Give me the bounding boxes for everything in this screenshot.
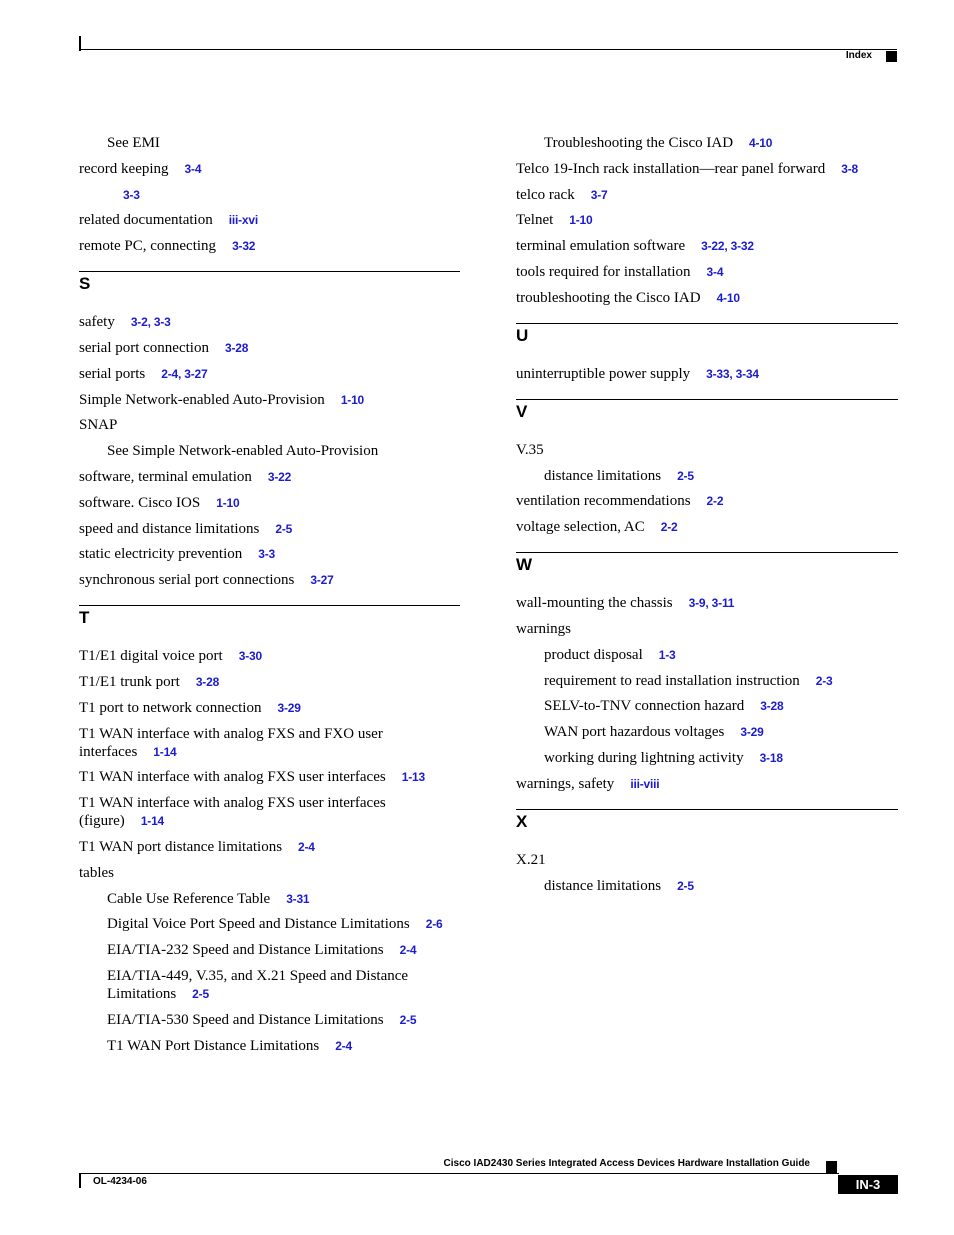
index-entry-text: Telnet	[516, 212, 554, 229]
index-entry-text: T1 WAN interface with analog FXS and FXO user interfaces	[79, 725, 383, 760]
page-reference-link[interactable]: 2-3	[815, 673, 833, 688]
index-entry-text: telco rack	[516, 186, 575, 203]
index-entry-text: V.35	[516, 441, 544, 458]
index-entry-text: Simple Network-enabled Auto-Provision	[79, 391, 325, 408]
page-reference-link[interactable]: 3-3	[258, 547, 276, 562]
page-reference-link[interactable]: 3-28	[224, 340, 249, 355]
page-reference-link[interactable]: 3-28	[195, 674, 220, 689]
page-reference-link[interactable]: 2-2	[660, 520, 678, 535]
index-entry-text: distance limitations	[544, 467, 662, 484]
index-entry	[516, 237, 898, 255]
index-entry	[516, 620, 898, 638]
index-entry	[516, 518, 898, 536]
section-letter-heading: S	[79, 274, 91, 294]
page-reference-link[interactable]: 4-10	[716, 290, 740, 305]
page-reference-link[interactable]: 3-3	[123, 187, 140, 202]
page-reference-link[interactable]: 3-4	[184, 161, 202, 176]
index-entry	[79, 494, 460, 512]
page-reference-link[interactable]: 3-33, 3-34	[706, 366, 759, 381]
index-section	[79, 605, 460, 1054]
page-reference-link[interactable]: 3-22	[267, 469, 292, 484]
index-entry	[79, 768, 460, 786]
index-section	[516, 323, 898, 383]
header-marker-block	[886, 51, 897, 62]
index-entry-text: requirement to read installation instruction	[544, 672, 800, 689]
index-entry-text: tools required for installation	[516, 263, 691, 280]
index-subentry	[79, 941, 460, 959]
index-subentry	[79, 442, 460, 460]
page-reference-link[interactable]: 2-2	[706, 494, 724, 509]
index-entry	[79, 416, 460, 434]
index-entry	[516, 594, 898, 612]
index-entry	[79, 725, 460, 761]
index-entry-text: EIA/TIA-232 Speed and Distance Limitations	[107, 942, 384, 959]
index-entry-text: serial ports	[79, 365, 146, 382]
index-entry	[79, 339, 460, 357]
index-entry	[516, 263, 898, 281]
page-reference-link[interactable]: 3-4	[706, 264, 724, 279]
page-reference-link[interactable]: 2-5	[677, 878, 694, 893]
index-entry-text: ventilation recommendations	[516, 493, 691, 510]
index-entry-text: warnings, safety	[516, 775, 615, 792]
index-subentry	[516, 467, 898, 485]
footer-doc-number: OL-4234-06	[93, 1176, 147, 1187]
index-entry-text: WAN port hazardous voltages	[544, 724, 725, 741]
page-reference-link[interactable]: 3-28	[760, 699, 784, 714]
index-entry-text: Troubleshooting the Cisco IAD	[544, 135, 734, 151]
page-reference-link[interactable]: 3-8	[841, 161, 858, 176]
header-section-label: Index	[845, 50, 872, 61]
index-entry	[79, 647, 460, 665]
index-entry-text: uninterruptible power supply	[516, 365, 691, 382]
index-subentry	[79, 134, 460, 152]
index-entry-text: safety	[79, 314, 115, 331]
index-entry	[516, 160, 898, 178]
index-entry	[79, 160, 460, 178]
index-entry	[79, 237, 460, 255]
index-entry	[79, 838, 460, 856]
footer-marker-block	[826, 1161, 837, 1173]
index-section	[516, 552, 898, 793]
index-entry-text: software, terminal emulation	[79, 468, 252, 485]
index-subentry	[79, 915, 460, 933]
index-entry	[79, 673, 460, 691]
index-entry	[516, 492, 898, 510]
index-entry-text: wall-mounting the chassis	[516, 595, 673, 612]
page-reference-link[interactable]: 3-9, 3-11	[688, 596, 735, 611]
index-entry-text: X.21	[516, 851, 546, 868]
page-reference-link[interactable]: 3-18	[759, 750, 783, 765]
index-entry-text: warnings	[516, 620, 571, 637]
index-subentry	[79, 890, 460, 908]
index-entry	[516, 211, 898, 229]
page-reference-link[interactable]: 4-10	[749, 136, 773, 150]
page-reference-link[interactable]: 1-14	[140, 814, 165, 829]
page-reference-link[interactable]: 2-5	[399, 1012, 417, 1027]
index-subentry	[79, 1037, 460, 1055]
index-entry-text: troubleshooting the Cisco IAD	[516, 289, 701, 306]
index-subentry	[79, 967, 460, 1003]
index-entry-text: voltage selection, AC	[516, 519, 645, 536]
section-letter-heading: T	[79, 608, 90, 628]
index-subentry	[516, 749, 898, 767]
index-entry-text: SNAP	[79, 417, 118, 434]
index-subentry	[516, 723, 898, 741]
page-reference-link[interactable]: 2-6	[425, 917, 443, 932]
index-entry	[79, 391, 460, 409]
page-reference-link[interactable]: 1-14	[153, 744, 177, 759]
index-entry-text: remote PC, connecting	[79, 238, 217, 255]
index-entry	[516, 186, 898, 204]
page-reference-link[interactable]: iii-xvi	[228, 213, 258, 228]
index-subentry	[79, 186, 460, 204]
index-entry	[516, 365, 898, 383]
index-entry	[516, 851, 898, 869]
index-section	[516, 809, 898, 895]
index-entry-text: product disposal	[544, 646, 643, 663]
index-entry	[79, 468, 460, 486]
page-reference-link[interactable]: 1-10	[340, 392, 365, 407]
index-section	[79, 271, 460, 589]
page-reference-link[interactable]: 3-29	[277, 700, 301, 715]
index-column-left	[79, 134, 460, 1062]
index-entry-text: T1 WAN interface with analog FXS user interfaces	[79, 769, 386, 786]
index-subentry	[79, 1011, 460, 1029]
index-entry-text: T1 WAN Port Distance Limitations	[107, 1037, 320, 1054]
page-reference-link[interactable]: 3-27	[310, 573, 334, 588]
page-reference-link[interactable]: 3-22, 3-32	[701, 239, 754, 254]
index-entry	[79, 313, 460, 331]
page-reference-link[interactable]: 1-10	[216, 495, 240, 510]
footer-book-title: Cisco IAD2430 Series Integrated Access Devices Hardware Installation Guide	[443, 1158, 810, 1169]
index-entry	[79, 864, 460, 882]
page-reference-link[interactable]: 3-32	[232, 239, 256, 254]
index-entry-text: software. Cisco IOS	[79, 494, 201, 511]
page-reference-link[interactable]: 3-2, 3-3	[130, 315, 171, 330]
index-entry	[79, 699, 460, 717]
index-entry-text: speed and distance limitations	[79, 520, 260, 537]
index-entry-text: synchronous serial port connections	[79, 572, 295, 589]
index-subentry	[516, 697, 898, 715]
index-entry	[79, 520, 460, 538]
index-entry-text: terminal emulation software	[516, 238, 686, 255]
index-entry-text: T1 port to network connection	[79, 699, 262, 716]
page-reference-link[interactable]: 2-4	[399, 943, 417, 958]
index-entry-text: EIA/TIA-449, V.35, and X.21 Speed and Distance Limitations	[107, 967, 409, 1002]
header-rule	[79, 49, 897, 50]
page-reference-link[interactable]: 2-4, 3-27	[161, 366, 208, 381]
index-entry-text: T1 WAN port distance limitations	[79, 838, 283, 855]
index-subentry	[516, 646, 898, 664]
footer-rule-vertical	[79, 1173, 81, 1188]
index-entry-text: record keeping	[79, 160, 169, 177]
page-reference-link[interactable]: 2-4	[298, 839, 315, 854]
index-entry-text: distance limitations	[544, 877, 662, 894]
index-entry-text: tables	[79, 864, 114, 881]
page-reference-link[interactable]: 2-5	[192, 986, 209, 1001]
index-entry	[516, 775, 898, 793]
footer-rule	[79, 1173, 839, 1174]
section-letter-heading: U	[516, 325, 529, 345]
index-entry	[79, 211, 460, 229]
index-entry	[79, 545, 460, 563]
page-reference-link[interactable]: 2-5	[275, 521, 293, 536]
index-entry-text: See EMI	[107, 135, 160, 151]
index-entry-text: SELV-to-TNV connection hazard	[544, 698, 745, 715]
index-entry-text: T1/E1 digital voice port	[79, 648, 223, 665]
index-subentry	[516, 134, 898, 152]
index-entry	[79, 571, 460, 589]
page-reference-link[interactable]: 3-31	[286, 891, 310, 906]
page-reference-link[interactable]: 1-3	[658, 647, 676, 662]
index-entry-text: static electricity prevention	[79, 546, 243, 563]
index-entry-text: T1/E1 trunk port	[79, 673, 180, 690]
index-entry	[516, 441, 898, 459]
footer-page-number: IN-3	[838, 1175, 898, 1194]
index-entry	[79, 365, 460, 383]
page-reference-link[interactable]: 1-10	[569, 213, 593, 228]
page-reference-link[interactable]: 3-29	[740, 725, 764, 740]
index-entry-text: T1 WAN interface with analog FXS user interfaces (figure)	[79, 795, 386, 830]
index-section	[516, 399, 898, 536]
page-reference-link[interactable]: 2-5	[677, 468, 694, 483]
page-reference-link[interactable]: 3-30	[238, 649, 262, 664]
page-reference-link[interactable]: 1-13	[401, 770, 425, 785]
index-entry-text: EIA/TIA-530 Speed and Distance Limitations	[107, 1011, 384, 1028]
index-entry-text: See Simple Network-enabled Auto-Provision	[107, 443, 379, 460]
index-entry-text: working during lightning activity	[544, 749, 744, 766]
page-reference-link[interactable]: 3-7	[590, 187, 608, 202]
index-entry-text: Telco 19-Inch rack installation—rear panel forward	[516, 160, 826, 177]
section-letter-heading: X	[516, 811, 528, 831]
index-entry-text: serial port connection	[79, 339, 209, 356]
page-reference-link[interactable]: 2-4	[335, 1038, 352, 1053]
index-entry	[516, 289, 898, 307]
page-reference-link[interactable]: iii-viii	[630, 776, 660, 791]
index-subentry	[516, 877, 898, 895]
section-letter-heading: W	[516, 555, 533, 575]
index-entry-text: related documentation	[79, 212, 213, 229]
index-entry-text: Cable Use Reference Table	[107, 890, 271, 907]
index-entry	[79, 794, 460, 830]
index-entry-text: Digital Voice Port Speed and Distance Limitations	[107, 916, 410, 933]
section-letter-heading: V	[516, 401, 528, 421]
index-column-right	[516, 134, 898, 902]
index-subentry	[516, 672, 898, 690]
